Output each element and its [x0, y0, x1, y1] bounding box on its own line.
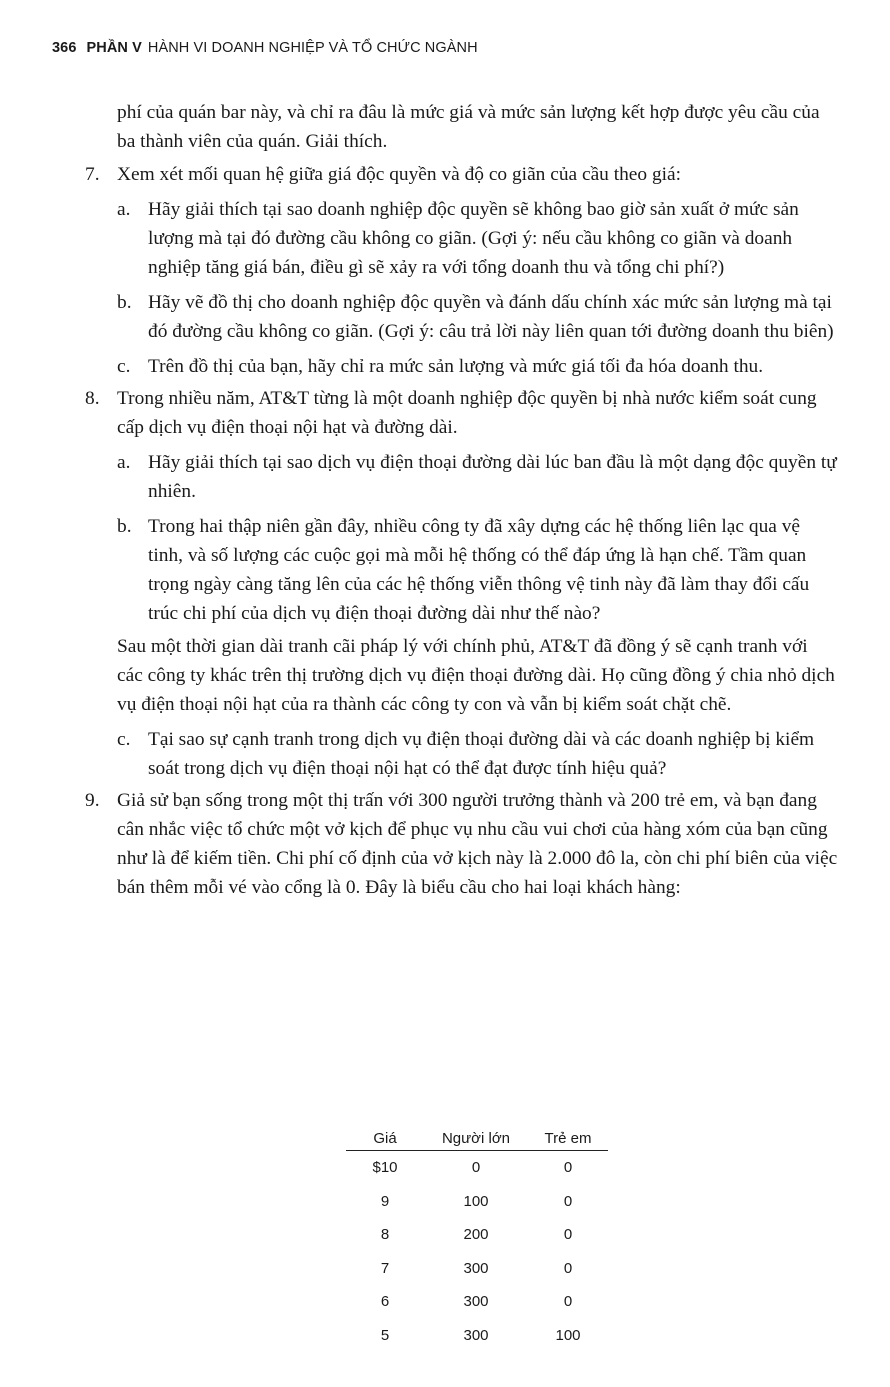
question-number: 8.	[85, 388, 100, 409]
intro-paragraph: phí của quán bar này, và chỉ ra đâu là mức giá và mức sản lượng kết hợp được yêu cầu của ba thành viên của quán. Giải thích.	[117, 102, 820, 152]
table-row	[346, 1151, 608, 1185]
page-number: 366	[52, 40, 77, 56]
table-row	[346, 1285, 608, 1319]
price-cell: 7	[380, 1259, 390, 1277]
price-cell: 9	[380, 1192, 390, 1210]
question-8-context: Sau một thời gian dài tranh cãi pháp lý với chính phủ, AT&T đã đồng ý sẽ cạnh tranh với các công ty khác trên thị trường dịch vụ điện thoại đường dài. Họ cũng đồng ý chia nhỏ dịch vụ điện thoại nội hạt của ra thành các công ty con và vẫn bị kiểm soát chặt chẽ.	[117, 636, 835, 715]
part-label: PHẦN V	[86, 40, 142, 56]
question-7a	[0, 195, 890, 282]
question-text: Xem xét mối quan hệ giữa giá độc quyền và độ co giãn của cầu theo giá:	[117, 164, 682, 185]
children-cell: 0	[563, 1293, 573, 1311]
table-row	[346, 1319, 608, 1353]
question-8b	[0, 512, 890, 628]
sub-text: Hãy vẽ đồ thị cho doanh nghiệp độc quyền và đánh dấu chính xác mức sản lượng mà tại đó đường cầu không co giãn. (Gợi ý: câu trả lời này liên quan tới đường doanh thu biên)	[148, 292, 834, 342]
sub-text: Tại sao sự cạnh tranh trong dịch vụ điện thoại đường dài và các doanh nghiệp bị kiểm soát trong dịch vụ điện thoại nội hạt có thể đạt được tính hiệu quả?	[148, 729, 815, 779]
question-8	[0, 384, 890, 442]
question-9	[0, 786, 890, 902]
question-7c	[0, 352, 890, 381]
demand-schedule-table	[346, 1126, 608, 1352]
children-cell: 0	[563, 1259, 573, 1277]
column-header-adults: Người lớn	[424, 1126, 528, 1151]
children-cell: 0	[563, 1226, 573, 1244]
sub-letter: a.	[117, 452, 131, 473]
sub-letter: b.	[117, 516, 132, 537]
adults-cell: 300	[463, 1293, 489, 1311]
adults-cell: 0	[471, 1159, 481, 1177]
adults-cell: 300	[463, 1259, 489, 1277]
question-text: Trong nhiều năm, AT&T từng là một doanh nghiệp độc quyền bị nhà nước kiểm soát cung cấp dịch vụ điện thoại nội hạt và đường dài.	[117, 388, 817, 438]
price-cell: 5	[380, 1326, 390, 1344]
sub-text: Trên đồ thị của bạn, hãy chỉ ra mức sản lượng và mức giá tối đa hóa doanh thu.	[148, 356, 764, 377]
question-number: 9.	[85, 790, 100, 811]
sub-letter: b.	[117, 292, 132, 313]
sub-text: Trong hai thập niên gần đây, nhiều công ty đã xây dựng các hệ thống liên lạc qua vệ tinh, và số lượng các cuộc gọi mà mỗi hệ thống có thể đáp ứng là hạn chế. Tầm quan trọng ngày càng tăng lên của các hệ thống viễn thông vệ tinh này đã làm thay đổi cấu trúc chi phí của dịch vụ điện thoại đường dài như thế nào?	[148, 516, 810, 624]
children-cell: 0	[563, 1159, 573, 1177]
adults-cell: 200	[463, 1226, 489, 1244]
part-title: HÀNH VI DOANH NGHIỆP VÀ TỔ CHỨC NGÀNH	[147, 40, 478, 56]
price-cell: 6	[380, 1293, 390, 1311]
table-header-row	[346, 1126, 608, 1151]
sub-letter: a.	[117, 199, 131, 220]
question-text: Giả sử bạn sống trong một thị trấn với 300 người trưởng thành và 200 trẻ em, và bạn đang cân nhắc việc tổ chức một vở kịch để phục vụ nhu cầu vui chơi của hàng xóm của bạn cũng như là để kiếm tiền. Chi phí cố định của vở kịch này là 2.000 đô la, còn chi phí biên của việc bán thêm mỗi vé vào cổng là 0. Đây là biểu cầu cho hai loại khách hàng:	[117, 790, 838, 898]
column-header-price: Giá	[346, 1126, 424, 1151]
question-8c	[0, 725, 890, 783]
sub-text: Hãy giải thích tại sao dịch vụ điện thoại đường dài lúc ban đầu là một dạng độc quyền tự nhiên.	[148, 452, 837, 502]
sub-text: Hãy giải thích tại sao doanh nghiệp độc quyền sẽ không bao giờ sản xuất ở mức sản lượng mà tại đó đường cầu không co giãn. (Gợi ý: nếu cầu không co giãn và doanh nghiệp tăng giá bán, điều gì sẽ xảy ra với tổng doanh thu và tổng chi phí?)	[148, 199, 799, 278]
price-cell: 8	[380, 1226, 390, 1244]
table-row	[346, 1218, 608, 1252]
sub-letter: c.	[117, 356, 131, 377]
page-body	[0, 98, 890, 902]
question-8a	[0, 448, 890, 506]
question-7	[0, 160, 890, 189]
question-number: 7.	[85, 164, 100, 185]
sub-letter: c.	[117, 729, 131, 750]
running-header	[52, 40, 478, 56]
adults-cell: 100	[463, 1192, 489, 1210]
price-cell: $10	[372, 1159, 398, 1177]
children-cell: 0	[563, 1192, 573, 1210]
table-row	[346, 1185, 608, 1219]
children-cell: 100	[555, 1326, 581, 1344]
question-7b	[0, 288, 890, 346]
table-row	[346, 1252, 608, 1286]
adults-cell: 300	[463, 1326, 489, 1344]
column-header-children: Trẻ em	[528, 1126, 608, 1151]
